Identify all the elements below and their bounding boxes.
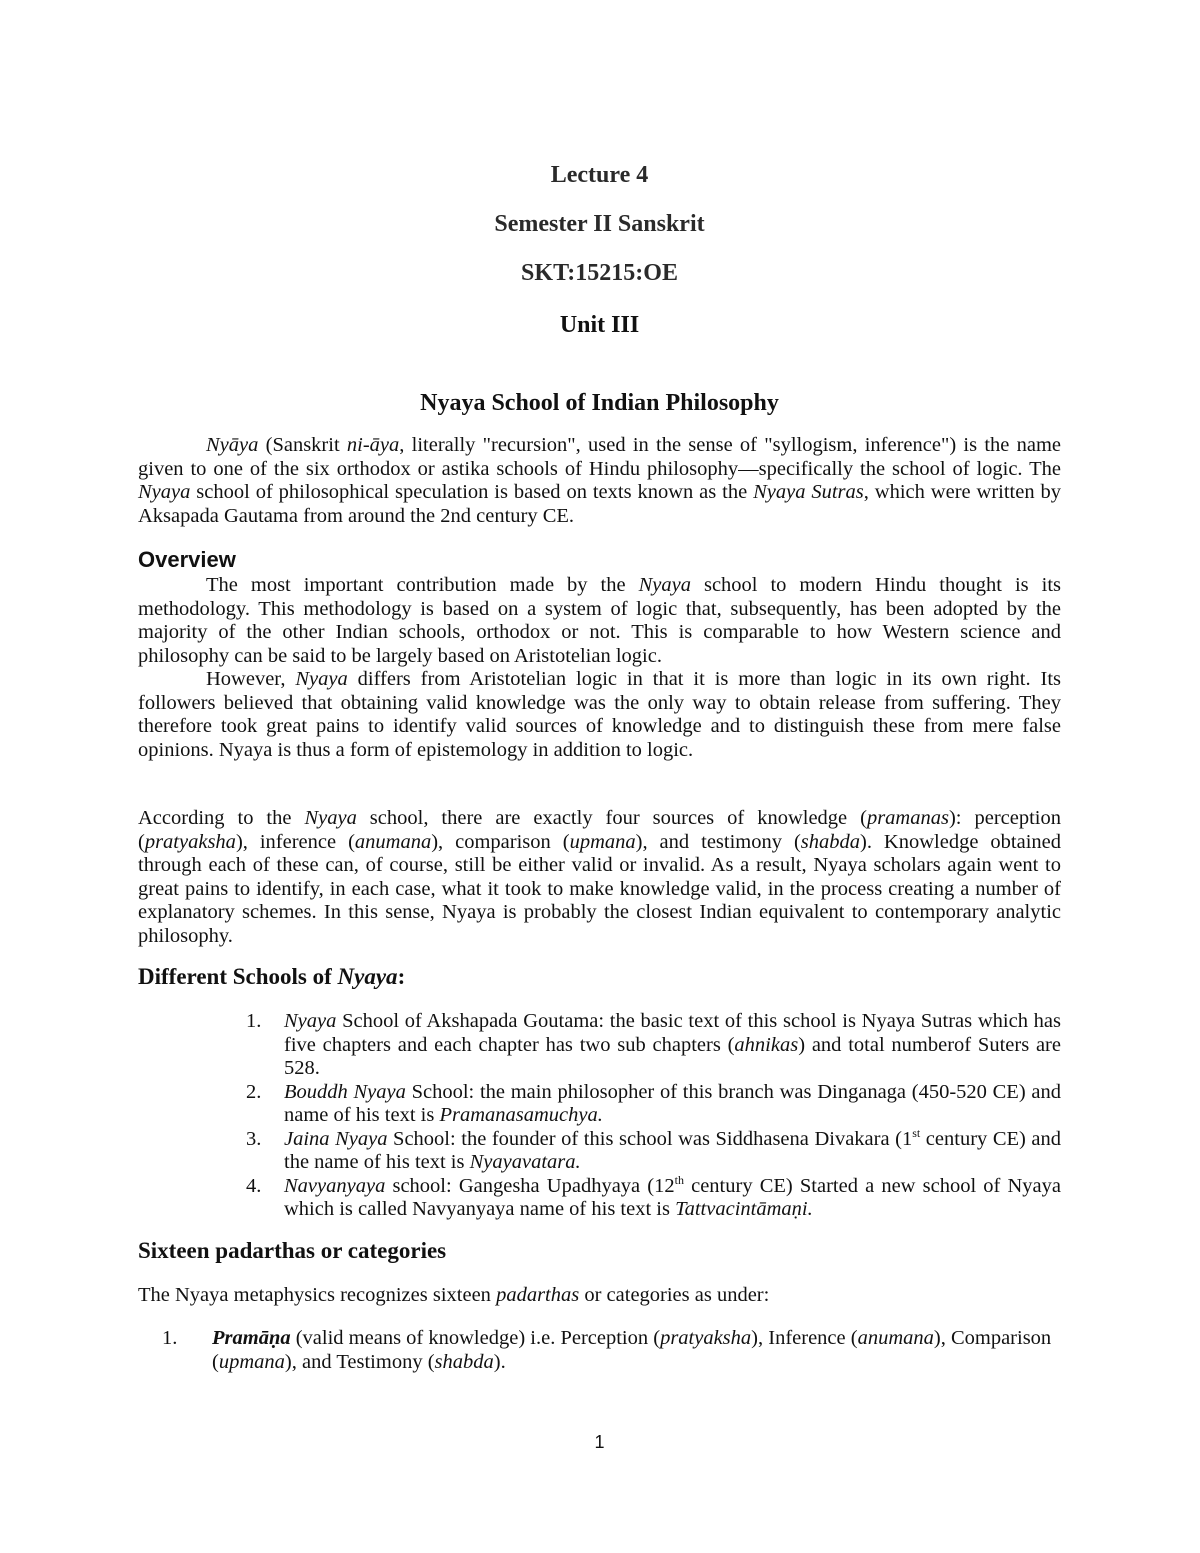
- document-page: [138, 0, 1061, 1553]
- overview-paragraph: [138, 574, 1061, 762]
- schools-list: [246, 1010, 1061, 1222]
- page-title: Nyaya School of Indian Philosophy: [420, 390, 779, 416]
- schools-heading: Different Schools of Nyaya:: [138, 964, 406, 989]
- list-item: 3. Jaina Nyaya School: the founder of this school was Siddhasena Divakara (1st century CE) and the name of his text is Nyayavatara.: [246, 1125, 1062, 1173]
- lecture-title: Lecture 4: [550, 162, 649, 188]
- course-code: SKT:15215:OE: [521, 260, 678, 286]
- intro-paragraph: [138, 434, 1061, 528]
- overview-text-1: The most important contribution made by the Nyaya school to modern Hindu thought is its methodology. This methodology is based on a system of logic that, subsequently, has been adopted by the majority of the other Indian schools, orthodox or not. This is comparable to how Western science and philosophy can be said to be largely based on Aristotelian logic.: [138, 574, 1061, 667]
- semester-title: Semester II Sanskrit: [494, 211, 705, 237]
- categories-list: [162, 1327, 1061, 1374]
- intro-text: Nyāya (Sanskrit ni-āya, literally "recursion", used in the sense of "syllogism, inference") is the name given to one of the six orthodox or astika schools of Hindu philosophy—specifically the school of logic. The Nyaya school of philosophical speculation is based on texts known as the Nyaya Sutras, which were written by Aksapada Gautama from around the 2nd century CE.: [138, 434, 1061, 527]
- page-number: 1: [594, 1432, 605, 1452]
- sources-paragraph: According to the Nyaya school, there are exactly four sources of knowledge (pramanas): perception (pratyaksha), inference (anumana), comparison (upmana), and testimony (shabda). Knowledge obtained through each of these can, of course, still be either valid or invalid. As a result, Nyaya scholars again went to great pains to identify, in each case, what it took to make knowledge valid, in the process creating a number of explanatory schemes. In this sense, Nyaya is probably the closest Indian equivalent to contemporary analytic philosophy.: [138, 807, 1061, 947]
- overview-heading: Overview: [138, 547, 236, 572]
- categories-heading: Sixteen padarthas or categories: [138, 1238, 447, 1263]
- list-item: 1. Pramāṇa (valid means of knowledge) i.e. Perception (pratyaksha), Inference (anumana), Comparison (upmana), and Testimony (shabda).: [162, 1327, 1052, 1373]
- list-item: 4. Navyanyaya school: Gangesha Upadhyaya (12th century CE) Started a new school of Nyaya which is called Navyanyaya name of his text is Tattvacintāmaṇi.: [246, 1172, 1061, 1220]
- list-item: 1. Nyaya School of Akshapada Goutama: the basic text of this school is Nyaya Sutras which has five chapters and each chapter has two sub chapters (ahnikas) and total numberof Suters are 528.: [246, 1010, 1061, 1079]
- categories-intro: The Nyaya metaphysics recognizes sixteen padarthas or categories as under:: [138, 1284, 770, 1306]
- unit-title: Unit III: [559, 312, 640, 338]
- overview-text-2: However, Nyaya differs from Aristotelian logic in that it is more than logic in its own right. Its followers believed that obtaining valid knowledge was the only way to obtain release from suffering. They therefore took great pains to identify valid sources of knowledge and to distinguish these from mere false opinions. Nyaya is thus a form of epistemology in addition to logic.: [138, 668, 1062, 761]
- list-item: 2. Bouddh Nyaya School: the main philosopher of this branch was Dinganaga (450-520 CE) and name of his text is Pramanasamuchya.: [246, 1080, 1061, 1126]
